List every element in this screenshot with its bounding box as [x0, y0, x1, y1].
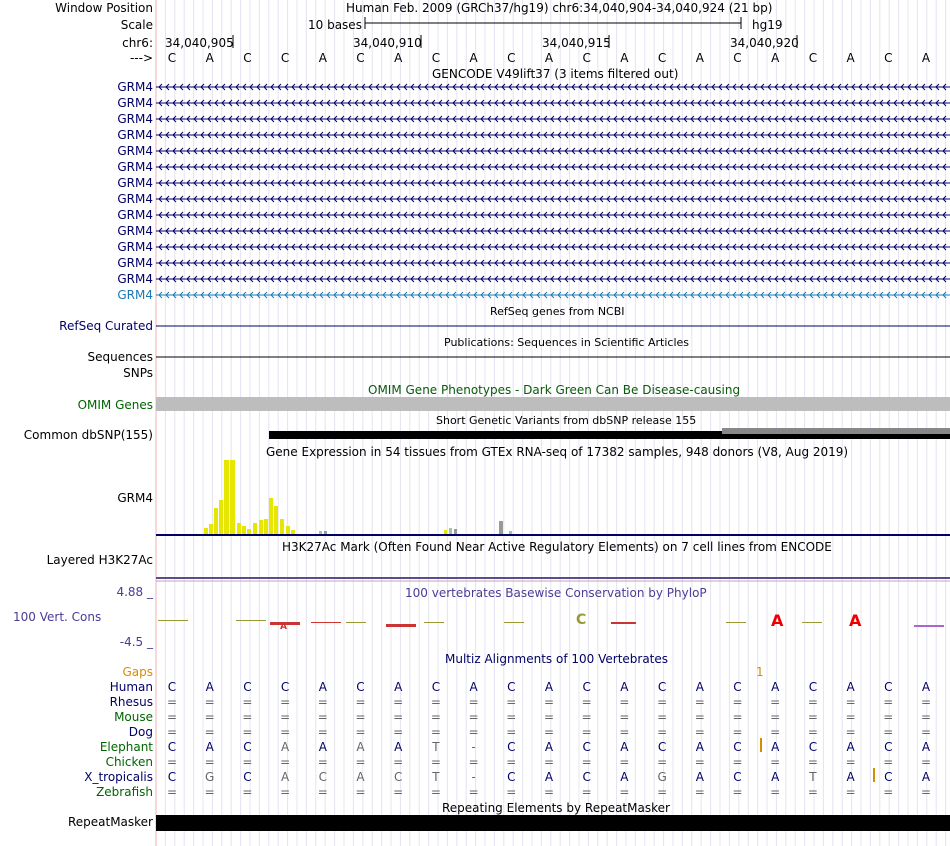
alignment-base: C	[167, 740, 177, 754]
vert-cons-label[interactable]: 100 Vert. Cons	[13, 610, 102, 624]
phylop-mark	[386, 624, 416, 627]
alignment-base: =	[468, 725, 479, 739]
alignment-base: =	[166, 755, 178, 769]
alignment-base: =	[845, 785, 856, 799]
alignment-base: =	[619, 755, 630, 769]
species-label[interactable]: Human	[109, 680, 153, 694]
alignment-base: =	[770, 725, 781, 739]
gtex-bar	[247, 529, 251, 534]
alignment-base: =	[807, 785, 818, 799]
alignment-base: =	[770, 695, 781, 709]
alignment-base: =	[807, 725, 818, 739]
alignment-base: =	[204, 695, 215, 709]
phylop-mark	[236, 620, 266, 621]
alignment-base: =	[280, 695, 291, 709]
alignment-base: =	[581, 695, 592, 709]
gtex-bar	[509, 531, 512, 534]
alignment-base: A	[620, 740, 629, 754]
alignment-base: =	[506, 710, 517, 724]
phylop-glyph: A	[849, 611, 862, 630]
alignment-base: A	[205, 740, 214, 754]
alignment-base: =	[468, 755, 479, 769]
alignment-base: =	[732, 785, 743, 799]
gencode-item-label[interactable]: GRM4	[117, 80, 153, 94]
chr-label: chr6:	[122, 36, 153, 50]
alignment-base: C	[431, 680, 441, 694]
alignment-base: =	[619, 695, 630, 709]
alignment-base: A	[544, 680, 554, 694]
alignment-base: =	[166, 695, 178, 709]
alignment-base: C	[243, 770, 252, 784]
alignment-base: =	[166, 710, 178, 724]
phylop-mark	[424, 622, 444, 623]
alignment-base: C	[167, 770, 177, 784]
gaps-label: Gaps	[122, 665, 153, 679]
alignment-base: =	[920, 725, 932, 739]
scale-label: Scale	[120, 18, 153, 32]
alignment-base: =	[317, 710, 328, 724]
alignment-base: =	[468, 710, 479, 724]
alignment-base: A	[695, 770, 704, 784]
alignment-base: C	[280, 680, 290, 694]
alignment-base: A	[846, 770, 855, 784]
alignment-base: =	[543, 710, 555, 724]
gencode-item-label[interactable]: GRM4	[117, 176, 153, 190]
gencode-item-label[interactable]: GRM4	[117, 256, 153, 270]
alignment-base: -	[471, 770, 476, 784]
alignment-base: =	[430, 725, 441, 739]
alignment-base: =	[657, 710, 668, 724]
alignment-base: C	[356, 680, 365, 694]
alignment-base: =	[355, 785, 366, 799]
alignment-base: C	[507, 680, 516, 694]
alignment-base: =	[280, 785, 291, 799]
alignment-base: C	[657, 740, 667, 754]
alignment-base: C	[884, 680, 893, 694]
repeatmasker-label[interactable]: RepeatMasker	[67, 815, 153, 829]
alignment-base: G	[205, 770, 215, 784]
alignment-base: =	[581, 725, 592, 739]
alignment-base: =	[242, 755, 253, 769]
alignment-base: C	[582, 680, 591, 694]
gencode-item-label[interactable]: GRM4	[117, 192, 153, 206]
species-label[interactable]: Elephant	[99, 740, 153, 754]
alignment-base: C	[582, 770, 591, 784]
alignment-base: =	[920, 755, 932, 769]
base-letter: C	[243, 51, 252, 65]
coordinate-label: 34,040,910	[353, 36, 422, 50]
base-letter: C	[431, 51, 441, 65]
base-letter: A	[846, 51, 855, 65]
phylop-ymin: -4.5 _	[119, 635, 153, 649]
alignment-base: =	[317, 725, 328, 739]
alignment-base: =	[581, 710, 592, 724]
gencode-item-label[interactable]: GRM4	[117, 208, 153, 222]
alignment-base: =	[280, 725, 291, 739]
gtex-bar	[204, 528, 208, 534]
alignment-base: C	[318, 770, 327, 784]
alignment-base: =	[581, 755, 592, 769]
alignment-base: =	[845, 755, 856, 769]
alignment-base: G	[657, 770, 667, 784]
alignment-base: C	[884, 740, 893, 754]
alignment-base: A	[771, 770, 780, 784]
alignment-base: =	[242, 785, 253, 799]
alignment-base: =	[657, 785, 668, 799]
alignment-base: =	[807, 695, 818, 709]
alignment-base: =	[506, 755, 517, 769]
layered-h3k27ac-label[interactable]: Layered H3K27Ac	[46, 553, 153, 567]
alignment-base: A	[544, 740, 554, 754]
refseq-title: RefSeq genes from NCBI	[490, 305, 625, 318]
alignment-base: A	[846, 740, 855, 754]
base-letter: A	[544, 51, 554, 65]
gtex-bar	[224, 460, 229, 534]
alignment-base: =	[506, 785, 517, 799]
alignment-base: =	[204, 785, 215, 799]
alignment-base: =	[883, 755, 894, 769]
gtex-bar	[274, 506, 278, 534]
base-letter: C	[808, 51, 818, 65]
alignment-base: =	[430, 785, 441, 799]
base-letter: A	[469, 51, 478, 65]
phylop-glyph: C	[576, 612, 587, 628]
gencode-item-label[interactable]: GRM4	[117, 112, 153, 126]
refseq-curated-label[interactable]: RefSeq Curated	[59, 319, 153, 333]
alignment-base: C	[733, 740, 742, 754]
omim-genes-label[interactable]: OMIM Genes	[77, 398, 153, 412]
alignment-base: =	[807, 710, 818, 724]
gencode-item-label[interactable]: GRM4	[117, 288, 153, 302]
alignment-base: =	[694, 695, 705, 709]
omim-title: OMIM Gene Phenotypes - Dark Green Can Be Disease-causing	[368, 383, 741, 397]
alignment-base: A	[356, 770, 365, 784]
species-label[interactable]: X_tropicalis	[84, 770, 153, 784]
alignment-base: C	[393, 770, 403, 784]
gtex-bar	[454, 529, 457, 534]
phylop-ymax: 4.88 _	[116, 585, 153, 599]
alignment-base: =	[355, 695, 366, 709]
species-label[interactable]: Mouse	[114, 710, 153, 724]
alignment-base: =	[883, 710, 894, 724]
alignment-base: =	[920, 695, 932, 709]
alignment-base: =	[393, 785, 404, 799]
gencode-title[interactable]: GENCODE V49lift37 (3 items filtered out)	[432, 67, 679, 81]
base-letter: A	[921, 51, 931, 65]
gtex-bar	[319, 531, 322, 534]
track-data-area[interactable]	[156, 0, 950, 846]
assembly-label: hg19	[752, 18, 783, 32]
gap-marker: 1	[756, 665, 764, 679]
base-letter: C	[280, 51, 290, 65]
species-label[interactable]: Rhesus	[109, 695, 153, 709]
gencode-item-label[interactable]: GRM4	[117, 224, 153, 238]
gtex-bar	[214, 508, 218, 534]
gtex-bar	[219, 500, 223, 534]
insertion-marker	[760, 738, 762, 752]
gencode-item-label[interactable]: GRM4	[117, 272, 153, 286]
gtex-bar	[291, 530, 295, 534]
alignment-base: =	[920, 785, 932, 799]
base-letter: C	[582, 51, 591, 65]
phylop-mark	[311, 622, 341, 623]
base-letter: A	[318, 51, 327, 65]
alignment-base: =	[770, 755, 781, 769]
alignment-base: =	[732, 695, 743, 709]
snps-label[interactable]: SNPs	[123, 366, 153, 380]
alignment-base: =	[430, 695, 441, 709]
base-letter: C	[507, 51, 516, 65]
alignment-base: C	[507, 770, 516, 784]
alignment-base: =	[204, 725, 215, 739]
gencode-item-label[interactable]: GRM4	[117, 128, 153, 142]
gtex-grm4-label[interactable]: GRM4	[117, 491, 153, 505]
alignment-base: C	[243, 680, 252, 694]
gtex-title: Gene Expression in 54 tissues from GTEx RNA-seq of 17382 samples, 948 donors (V8, Aug 2019)	[266, 445, 849, 459]
alignment-base: A	[280, 740, 290, 754]
gtex-bar	[269, 498, 273, 534]
species-label[interactable]: Zebrafish	[96, 785, 153, 799]
gencode-item-label[interactable]: GRM4	[117, 160, 153, 174]
gtex-bar	[264, 519, 268, 534]
alignment-base: A	[620, 770, 629, 784]
alignment-base: =	[430, 755, 441, 769]
alignment-base: A	[921, 680, 931, 694]
window-position-label: Window Position	[55, 1, 153, 15]
alignment-base: =	[732, 725, 743, 739]
gtex-bar	[209, 524, 213, 534]
alignment-base: =	[393, 710, 404, 724]
alignment-base: A	[695, 740, 704, 754]
alignment-base: =	[355, 725, 366, 739]
gtex-bar	[259, 520, 263, 534]
alignment-base: =	[280, 710, 291, 724]
multiz-title: Multiz Alignments of 100 Vertebrates	[445, 652, 669, 666]
alignment-base: C	[808, 680, 818, 694]
alignment-base: =	[845, 695, 856, 709]
alignment-base: =	[543, 755, 555, 769]
sequences-label[interactable]: Sequences	[87, 350, 153, 364]
alignment-base: =	[393, 725, 404, 739]
base-letter: A	[771, 51, 780, 65]
base-letter: C	[356, 51, 365, 65]
alignment-base: =	[166, 725, 178, 739]
alignment-base: C	[733, 770, 742, 784]
species-label[interactable]: Dog	[128, 725, 153, 739]
alignment-base: A	[846, 680, 855, 694]
coordinate-label: 34,040,920	[730, 36, 799, 50]
alignment-base: C	[243, 740, 252, 754]
scale-value: 10 bases	[308, 18, 362, 32]
alignment-base: =	[543, 725, 555, 739]
alignment-base: A	[771, 740, 780, 754]
h3k27ac-title: H3K27Ac Mark (Often Found Near Active Regulatory Elements) on 7 cell lines from ENCODE	[282, 540, 832, 554]
alignment-base: =	[770, 710, 781, 724]
gtex-bar	[449, 528, 452, 534]
alignment-base: A	[318, 680, 327, 694]
gtex-bar	[242, 526, 246, 534]
repeatmasker-title: Repeating Elements by RepeatMasker	[442, 801, 670, 815]
dbsnp-bar	[722, 428, 950, 434]
alignment-base: =	[657, 725, 668, 739]
alignment-base: =	[694, 710, 705, 724]
alignment-base: =	[883, 695, 894, 709]
alignment-base: =	[694, 785, 705, 799]
alignment-base: =	[317, 695, 328, 709]
window-position-value: Human Feb. 2009 (GRCh37/hg19) chr6:34,040,904-34,040,924 (21 bp)	[346, 1, 773, 15]
alignment-base: C	[808, 740, 818, 754]
alignment-base: A	[394, 740, 403, 754]
phylop-glyph: A	[280, 622, 287, 632]
phylop-glyph: A	[771, 611, 784, 630]
alignment-base: =	[430, 710, 441, 724]
alignment-base: C	[884, 770, 893, 784]
base-letter: C	[884, 51, 893, 65]
alignment-base: =	[657, 695, 668, 709]
alignment-base: =	[506, 695, 517, 709]
gtex-bar	[444, 530, 447, 534]
phylop-mark	[914, 625, 944, 627]
alignment-base: A	[695, 680, 704, 694]
species-label[interactable]: Chicken	[105, 755, 153, 769]
alignment-base: C	[733, 680, 742, 694]
alignment-base: C	[507, 740, 516, 754]
alignment-base: =	[619, 785, 630, 799]
alignment-base: =	[920, 710, 932, 724]
phylop-mark	[158, 620, 188, 621]
phylop-mark	[726, 622, 746, 623]
alignment-base: =	[732, 710, 743, 724]
gtex-bar	[230, 460, 235, 534]
gtex-bar	[253, 523, 257, 534]
phylop-mark	[611, 622, 636, 624]
alignment-base: =	[242, 695, 253, 709]
coordinate-label: 34,040,915	[542, 36, 611, 50]
alignment-base: T	[432, 740, 440, 754]
alignment-base: =	[732, 755, 743, 769]
alignment-base: =	[694, 725, 705, 739]
alignment-base: =	[468, 695, 479, 709]
alignment-base: =	[694, 755, 705, 769]
alignment-base: =	[317, 755, 328, 769]
alignment-base: A	[205, 680, 214, 694]
alignment-base: A	[921, 770, 931, 784]
alignment-base: A	[620, 680, 629, 694]
phylop-mark	[504, 622, 524, 623]
alignment-base: =	[355, 755, 366, 769]
alignment-base: -	[471, 740, 476, 754]
base-letter: A	[394, 51, 403, 65]
gtex-bar	[324, 531, 327, 534]
alignment-base: A	[280, 770, 290, 784]
gtex-bar	[499, 521, 503, 534]
alignment-base: A	[921, 740, 931, 754]
common-dbsnp-label[interactable]: Common dbSNP(155)	[23, 428, 153, 442]
alignment-base: =	[770, 785, 781, 799]
alignment-base: =	[355, 710, 366, 724]
alignment-base: =	[657, 755, 668, 769]
base-letter: C	[657, 51, 667, 65]
alignment-base: =	[883, 785, 894, 799]
alignment-base: A	[771, 680, 780, 694]
gencode-item-label[interactable]: GRM4	[117, 240, 153, 254]
gtex-bar	[286, 526, 290, 534]
insertion-marker	[873, 768, 875, 782]
alignment-base: =	[393, 695, 404, 709]
alignment-base: =	[166, 785, 178, 799]
alignment-base: =	[543, 785, 555, 799]
dbsnp-title: Short Genetic Variants from dbSNP release 155	[436, 414, 697, 427]
alignment-base: C	[657, 680, 667, 694]
alignment-base: C	[167, 680, 177, 694]
alignment-base: A	[356, 740, 365, 754]
phylop-mark	[802, 622, 822, 623]
base-letter: C	[167, 51, 177, 65]
gtex-bar	[237, 523, 241, 534]
alignment-base: =	[807, 755, 818, 769]
omim-bar	[156, 397, 950, 411]
alignment-base: =	[883, 725, 894, 739]
alignment-base: =	[317, 785, 328, 799]
alignment-base: =	[845, 710, 856, 724]
alignment-base: =	[393, 755, 404, 769]
coordinate-label: 34,040,905	[165, 36, 234, 50]
alignment-base: =	[204, 755, 215, 769]
alignment-base: =	[581, 785, 592, 799]
phylop-mark	[346, 622, 366, 623]
repeatmasker-bar	[156, 815, 950, 831]
strand-label: --->	[129, 51, 153, 65]
phylop-title: 100 vertebrates Basewise Conservation by PhyloP	[405, 586, 707, 600]
alignment-base: A	[469, 680, 478, 694]
alignment-base: =	[280, 755, 291, 769]
alignment-base: A	[318, 740, 327, 754]
alignment-base: =	[204, 710, 215, 724]
base-letter: C	[733, 51, 742, 65]
alignment-base: A	[544, 770, 554, 784]
alignment-base: A	[394, 680, 403, 694]
base-letter: A	[695, 51, 704, 65]
alignment-base: T	[809, 770, 817, 784]
alignment-base: =	[619, 710, 630, 724]
alignment-base: =	[468, 785, 479, 799]
gencode-item-label[interactable]: GRM4	[117, 144, 153, 158]
alignment-base: =	[543, 695, 555, 709]
alignment-base: =	[845, 725, 856, 739]
alignment-base: C	[582, 740, 591, 754]
alignment-base: =	[619, 725, 630, 739]
alignment-base: =	[242, 725, 253, 739]
alignment-base: T	[432, 770, 440, 784]
sequences-title: Publications: Sequences in Scientific Articles	[444, 336, 689, 349]
base-letter: A	[620, 51, 629, 65]
alignment-base: =	[506, 725, 517, 739]
gtex-bar	[280, 519, 284, 534]
base-letter: A	[205, 51, 214, 65]
gencode-item-label[interactable]: GRM4	[117, 96, 153, 110]
alignment-base: =	[242, 710, 253, 724]
